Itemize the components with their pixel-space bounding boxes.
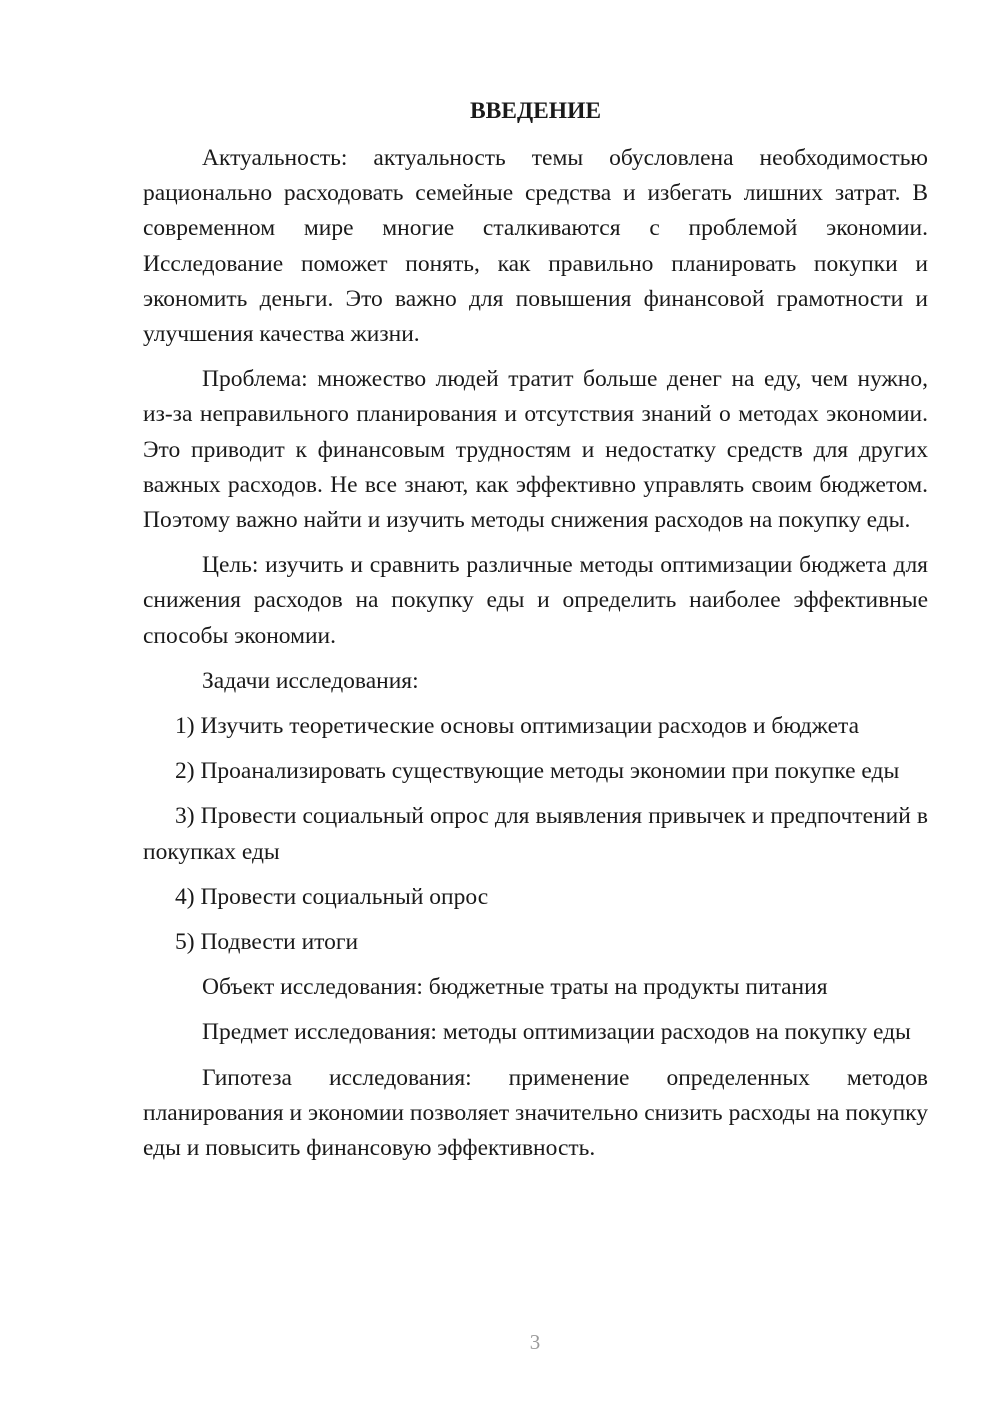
task-item: 2) Проанализировать существующие методы экономии при покупке еды [175,758,900,785]
goal-paragraph: Цель: изучить и сравнить различные методы оптимизации бюджета для снижения расходов на покупку еды и определить наиболее эффективные способы экономии. [143,552,928,649]
problem-paragraph: Проблема: множество людей тратит больше денег на еду, чем нужно, из-за неправильного планирования и отсутствия знаний о методах экономии. Это приводит к финансовым трудностям и недостатку средств для других важных расходов. Не все знают, как эффективно управлять своим бюджетом. Поэтому важно найти и изучить методы снижения расходов на покупку еды. [143,366,928,534]
relevance-paragraph: Актуальность: актуальность темы обусловлена необходимостью рационально расходовать семейные средства и избегать лишних затрат. В современном мире многие сталкиваются с проблемой экономии. Исследование поможет понять, как правильно планировать покупки и экономить деньги. Это важно для повышения финансовой грамотности и улучшения качества жизни. [143,145,928,348]
tasks-heading: Задачи исследования: [202,667,419,694]
object-paragraph: Объект исследования: бюджетные траты на продукты питания [202,974,828,1001]
task-item: 3) Провести социальный опрос для выявления привычек и предпочтений в покупках еды [143,803,928,865]
subject-paragraph: Предмет исследования: методы оптимизации расходов на покупку еды [202,1019,911,1046]
page-title: ВВЕДЕНИЕ [469,98,602,124]
task-item: 1) Изучить теоретические основы оптимизации расходов и бюджета [175,713,860,740]
hypothesis-paragraph: Гипотеза исследования: применение определенных методов планирования и экономии позволяет значительно снизить расходы на покупку еды и повысить финансовую эффективность. [143,1064,928,1162]
task-item: 5) Подвести итоги [175,929,359,956]
task-item: 4) Провести социальный опрос [175,883,489,910]
page-number: 3 [529,1330,541,1354]
page-content [143,94,928,1176]
